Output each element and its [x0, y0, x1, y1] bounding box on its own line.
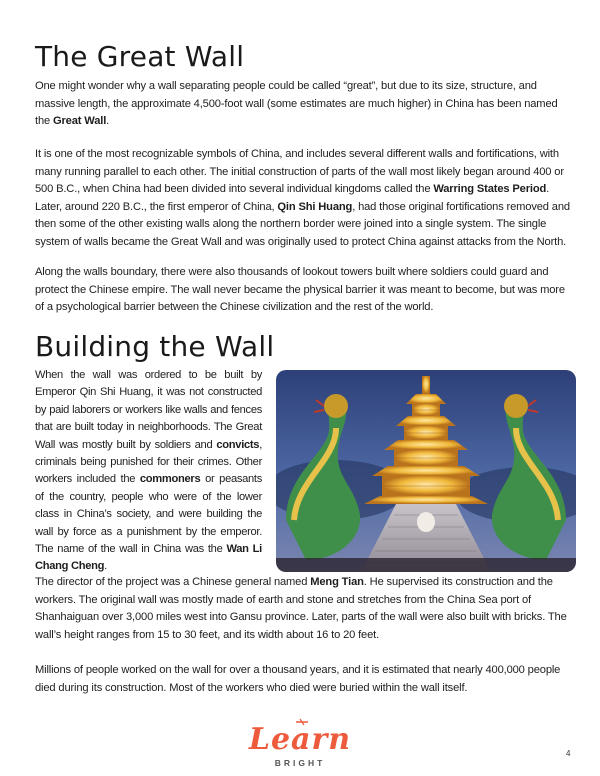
- temple-photo: [276, 370, 576, 572]
- term-commoners: commoners: [139, 473, 201, 486]
- paragraph-towers: Along the walls boundary, there were also thousands of lookout towers built where soldiers could guard and protect the Chinese empire. The wall never became the physical barrier it was meant to become, but was more of a psychological barrier between the Chinese civilization and the rest of the world.: [35, 266, 565, 314]
- logo-word: Learn: [248, 722, 352, 757]
- term-meng-tian: Meng Tian: [310, 576, 364, 588]
- term-qin-shi-huang: Qin Shi Huang: [277, 200, 353, 213]
- paragraph-director: The director of the project was a Chinese general named Meng Tian. He supervised its construction and the workers. The original wall was mostly made of earth and stone and stretches from the China Sea port of Shanhaiguan over 3,000 miles west into Gansu province. Later, parts of the wall were also built with bricks. The wall’s height ranges from 15 to 30 feet, and its width about 16 to 20 feet.: [35, 576, 567, 641]
- paragraph-intro: One might wonder why a wall separating people could be called “great”, but due to its size, structure, and massive length, the approximate 4,500-foot wall (some estimates are much higher) in China has been named the Great Wall.: [35, 80, 558, 128]
- paragraph-workers: Millions of people worked on the wall for over a thousand years, and it is estimated that nearly 400,000 people died during its construction. Most of the workers who died were buried within the wall itself.: [35, 664, 561, 694]
- logo-subtitle: BRIGHT: [274, 758, 326, 768]
- learn-bright-logo: [245, 718, 355, 774]
- term-great-wall: Great Wall: [52, 115, 107, 128]
- term-wan-li-chang-cheng: Wan Li Chang Cheng: [35, 543, 262, 573]
- paragraph-builders: When the wall was ordered to be built by Emperor Qin Shi Huang, it was not constructed by paid laborers or workers like walls and fences that are built today in neighborhoods. The Great Wall was mostly built by soldiers and convicts, criminals being punished for their crimes. Other workers included the commoners or peasants of the country, people who were of the lower class in China’s society, and were building the wall by force as a punishment by the emperor. The name of the wall in China was the Wan Li Chang Cheng.: [35, 369, 262, 573]
- term-convicts: convicts: [216, 438, 260, 451]
- paragraph-history: It is one of the most recognizable symbols of China, and includes several different walls and fortifications, with many running parallel to each other. The initial construction of parts of the wall most likely began around 400 or 500 B.C., when China had been divided into several individual kingdoms called the Warring States Period. Later, around 220 B.C., the first emperor of China, Qin Shi Huang, had those original fortifications removed and then some of the other existing walls along the northern border were joined into a single system. The single system of walls became the Great Wall and was originally used to protect China against attacks from the North.: [35, 148, 570, 248]
- section-heading-great-wall: The Great Wall: [35, 40, 245, 73]
- term-warring-states: Warring States Period: [433, 183, 547, 196]
- page-number: 4: [566, 749, 571, 758]
- section-heading-building: Building the Wall: [35, 330, 275, 363]
